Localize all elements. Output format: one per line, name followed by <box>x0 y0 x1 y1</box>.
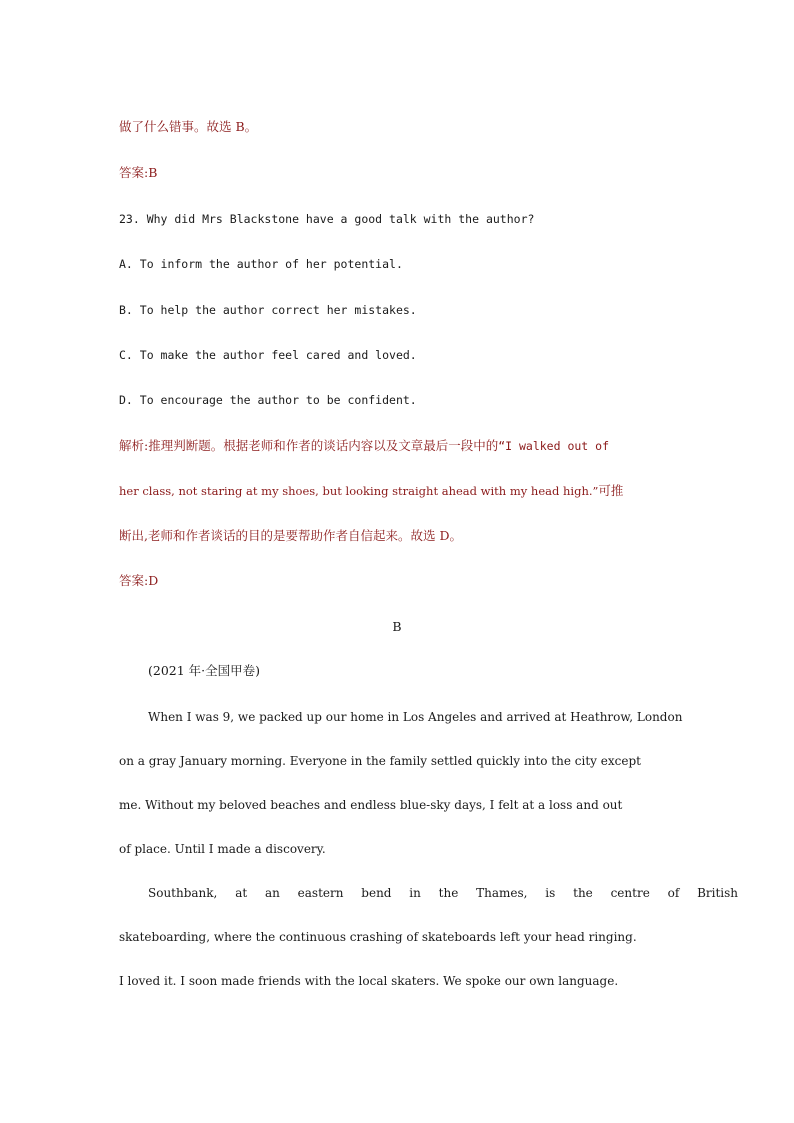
passage-line-1: When I was 9, we packed up our home in Los Angeles and arrived at Heathrow, London <box>148 710 683 724</box>
option-b: B. To help the author correct her mistakes. <box>119 303 417 317</box>
answer: 答案:D <box>119 573 159 588</box>
explanation-line-1 <box>119 438 609 454</box>
explanation-line-2 <box>119 483 623 499</box>
explanation-line-1-cn: 解析:推理判断题。根据老师和作者的谈话内容以及文章最后一段中的 <box>119 438 499 453</box>
passage-line-4: of place. Until I made a discovery. <box>119 842 326 856</box>
option-d: D. To encourage the author to be confident. <box>119 393 417 407</box>
passage-line-3: me. Without my beloved beaches and endless blue-sky days, I felt at a loss and out <box>119 798 623 812</box>
passage-line-7: I loved it. I soon made friends with the local skaters. We spoke our own language. <box>119 974 619 988</box>
explanation-line-3: 断出,老师和作者谈话的目的是要帮助作者自信起来。故选 D。 <box>119 528 462 543</box>
passage-line-6: skateboarding, where the continuous crashing of skateboards left your head ringing. <box>119 930 637 944</box>
option-c: C. To make the author feel cared and loved. <box>119 348 417 362</box>
explanation-line-1-en: “I walked out of <box>498 439 609 453</box>
prev-answer: 答案:B <box>119 165 158 180</box>
section-label: B <box>392 619 402 634</box>
prev-explanation-tail: 做了什么错事。故选 B。 <box>119 119 258 134</box>
passage-line-2: on a gray January morning. Everyone in the family settled quickly into the city except <box>119 754 641 768</box>
section-source: (2021 年·全国甲卷) <box>148 663 261 678</box>
explanation-line-2-cn: 可推 <box>598 483 624 498</box>
passage-line-5: Southbank, at an eastern bend in the Thames, is the centre of British <box>148 886 739 900</box>
option-a: A. To inform the author of her potential. <box>119 257 403 271</box>
question-text: 23. Why did Mrs Blackstone have a good talk with the author? <box>119 212 535 226</box>
explanation-line-2-en: her class, not staring at my shoes, but looking straight ahead with my head high.” <box>119 484 599 498</box>
